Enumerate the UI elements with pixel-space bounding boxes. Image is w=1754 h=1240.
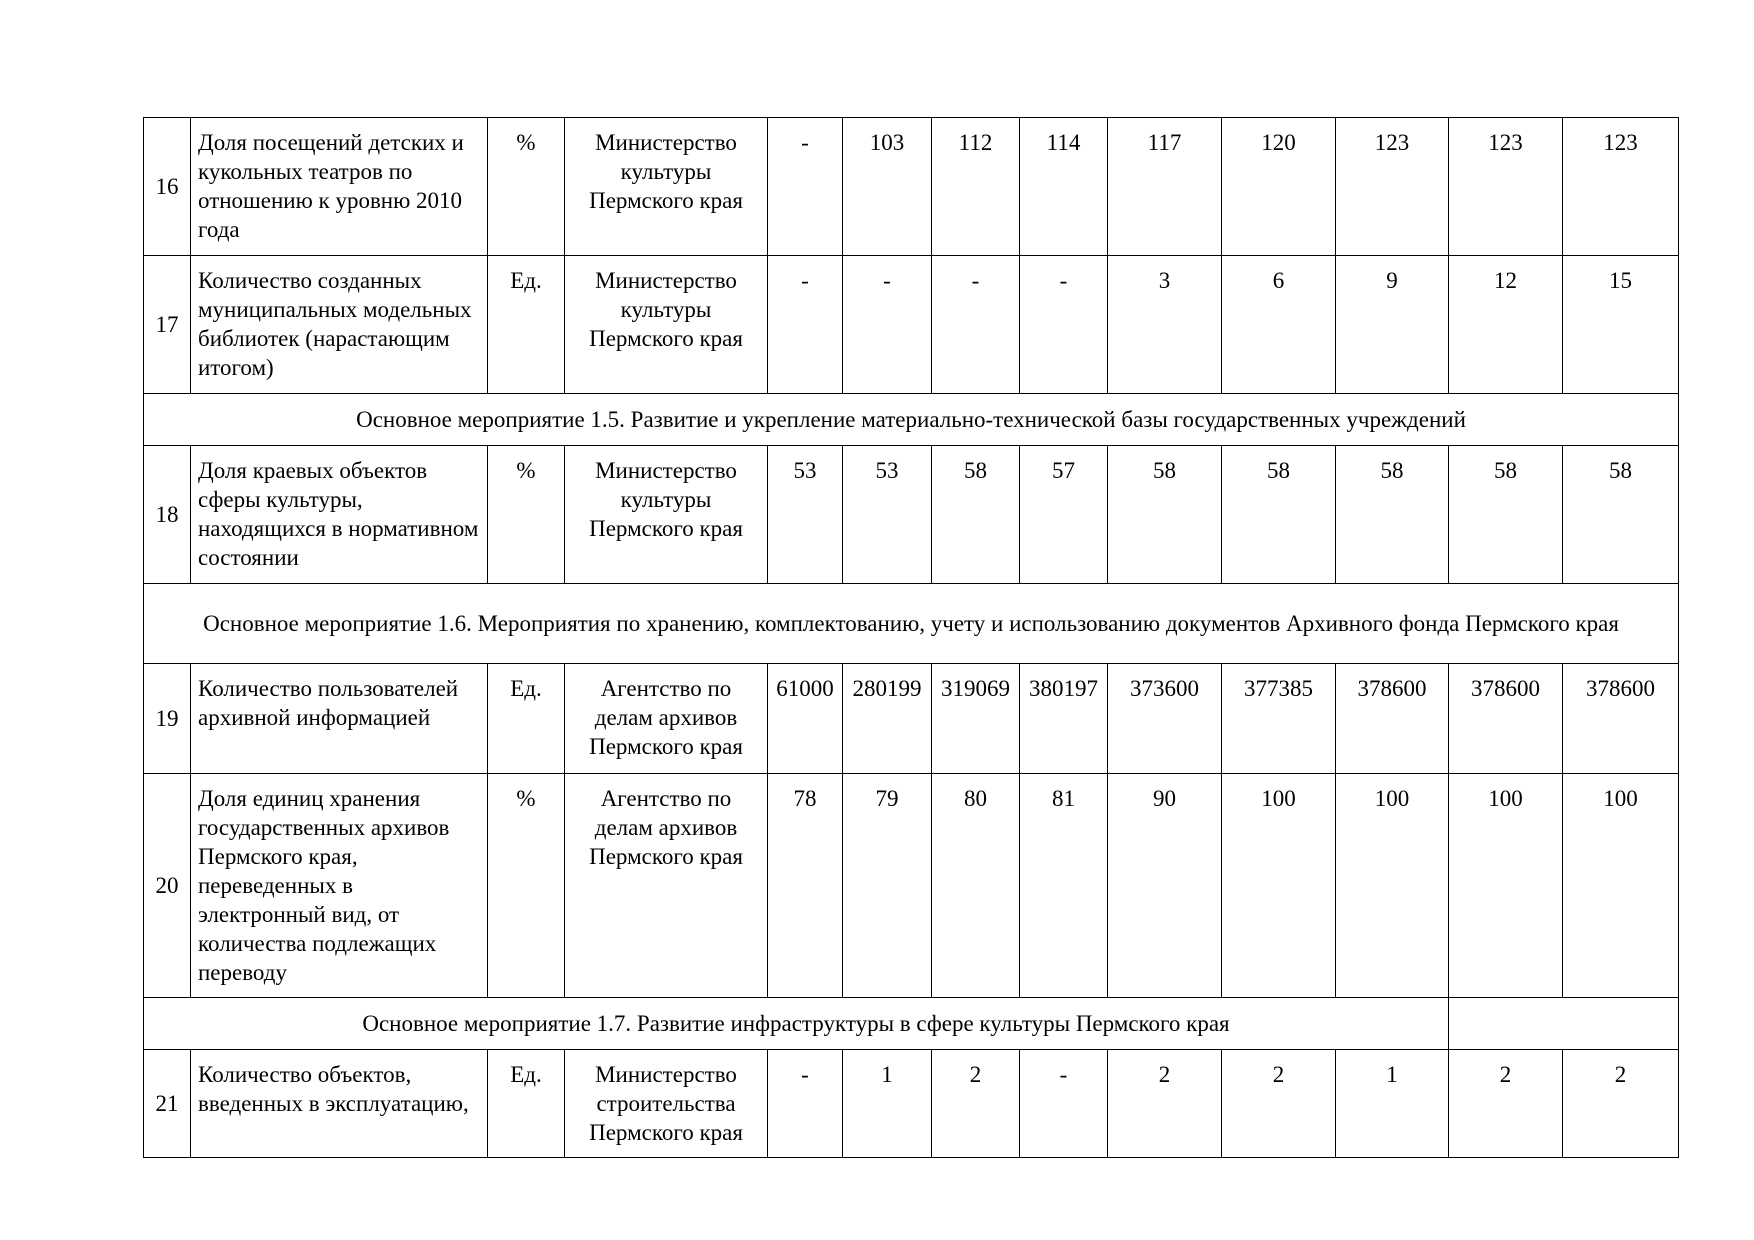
value-cell: 2 [1222,1050,1336,1158]
section-title: Основное мероприятие 1.7. Развитие инфраструктуры в сфере культуры Пермского края [144,998,1449,1050]
indicator-name: Количество объектов, введенных в эксплуатацию, [191,1050,488,1158]
row-number: 20 [144,774,191,998]
value-cell: 123 [1563,118,1679,256]
indicator-name: Доля посещений детских и кукольных театров по отношению к уровню 2010 года [191,118,488,256]
value-cell: 123 [1449,118,1563,256]
responsible-org: Агентство по делам архивов Пермского края [565,664,768,774]
table-row [144,664,1679,774]
table-row [144,446,1679,584]
unit-cell: Ед. [488,256,565,394]
value-cell: 103 [843,118,932,256]
indicator-name: Доля краевых объектов сферы культуры, находящихся в нормативном состоянии [191,446,488,584]
responsible-org: Министерство культуры Пермского края [565,446,768,584]
value-cell: - [843,256,932,394]
indicator-name: Количество созданных муниципальных модельных библиотек (нарастающим итогом) [191,256,488,394]
value-cell: 58 [1449,446,1563,584]
value-cell: 9 [1336,256,1449,394]
unit-cell: % [488,118,565,256]
indicator-name: Количество пользователей архивной информацией [191,664,488,774]
row-number: 17 [144,256,191,394]
value-cell: 58 [1563,446,1679,584]
value-cell: 378600 [1563,664,1679,774]
value-cell: 81 [1020,774,1108,998]
empty-cell [1449,998,1679,1050]
indicators-table [143,117,1679,1158]
value-cell: 1 [843,1050,932,1158]
unit-cell: Ед. [488,1050,565,1158]
value-cell: 100 [1222,774,1336,998]
row-number: 18 [144,446,191,584]
value-cell: 114 [1020,118,1108,256]
value-cell: 61000 [768,664,843,774]
section-row [144,394,1679,446]
value-cell: 3 [1108,256,1222,394]
value-cell: 78 [768,774,843,998]
responsible-org: Агентство по делам архивов Пермского края [565,774,768,998]
row-number: 21 [144,1050,191,1158]
value-cell: 100 [1449,774,1563,998]
value-cell: - [768,118,843,256]
value-cell: 53 [768,446,843,584]
value-cell: 57 [1020,446,1108,584]
section-title: Основное мероприятие 1.6. Мероприятия по хранению, комплектованию, учету и использованию документов Архивного фонда Пермского края [144,584,1679,664]
value-cell: 100 [1563,774,1679,998]
value-cell: 380197 [1020,664,1108,774]
unit-cell: Ед. [488,664,565,774]
value-cell: 120 [1222,118,1336,256]
table-row [144,774,1679,998]
value-cell: - [932,256,1020,394]
value-cell: 15 [1563,256,1679,394]
value-cell: 280199 [843,664,932,774]
unit-cell: % [488,446,565,584]
responsible-org: Министерство культуры Пермского края [565,118,768,256]
row-number: 16 [144,118,191,256]
table-row [144,256,1679,394]
unit-cell: % [488,774,565,998]
value-cell: - [1020,256,1108,394]
value-cell: 378600 [1336,664,1449,774]
value-cell: 378600 [1449,664,1563,774]
value-cell: 2 [1449,1050,1563,1158]
value-cell: 58 [1222,446,1336,584]
value-cell: 6 [1222,256,1336,394]
table-row [144,1050,1679,1158]
value-cell: 12 [1449,256,1563,394]
value-cell: 319069 [932,664,1020,774]
responsible-org: Министерство строительства Пермского края [565,1050,768,1158]
value-cell: 53 [843,446,932,584]
value-cell: 2 [1108,1050,1222,1158]
value-cell: 112 [932,118,1020,256]
value-cell: 90 [1108,774,1222,998]
section-row [144,998,1679,1050]
value-cell: 58 [932,446,1020,584]
value-cell: 80 [932,774,1020,998]
indicator-name: Доля единиц хранения государственных архивов Пермского края, переведенных в электронный вид, от количества подлежащих переводу [191,774,488,998]
value-cell: 100 [1336,774,1449,998]
value-cell: - [768,256,843,394]
value-cell: 373600 [1108,664,1222,774]
value-cell: 123 [1336,118,1449,256]
value-cell: 377385 [1222,664,1336,774]
table-row [144,118,1679,256]
responsible-org: Министерство культуры Пермского края [565,256,768,394]
value-cell: 1 [1336,1050,1449,1158]
value-cell: - [768,1050,843,1158]
value-cell: 79 [843,774,932,998]
value-cell: 2 [1563,1050,1679,1158]
section-title: Основное мероприятие 1.5. Развитие и укрепление материально-технической базы государственных учреждений [144,394,1679,446]
value-cell: 2 [932,1050,1020,1158]
value-cell: - [1020,1050,1108,1158]
value-cell: 58 [1336,446,1449,584]
value-cell: 117 [1108,118,1222,256]
row-number: 19 [144,664,191,774]
section-row [144,584,1679,664]
value-cell: 58 [1108,446,1222,584]
